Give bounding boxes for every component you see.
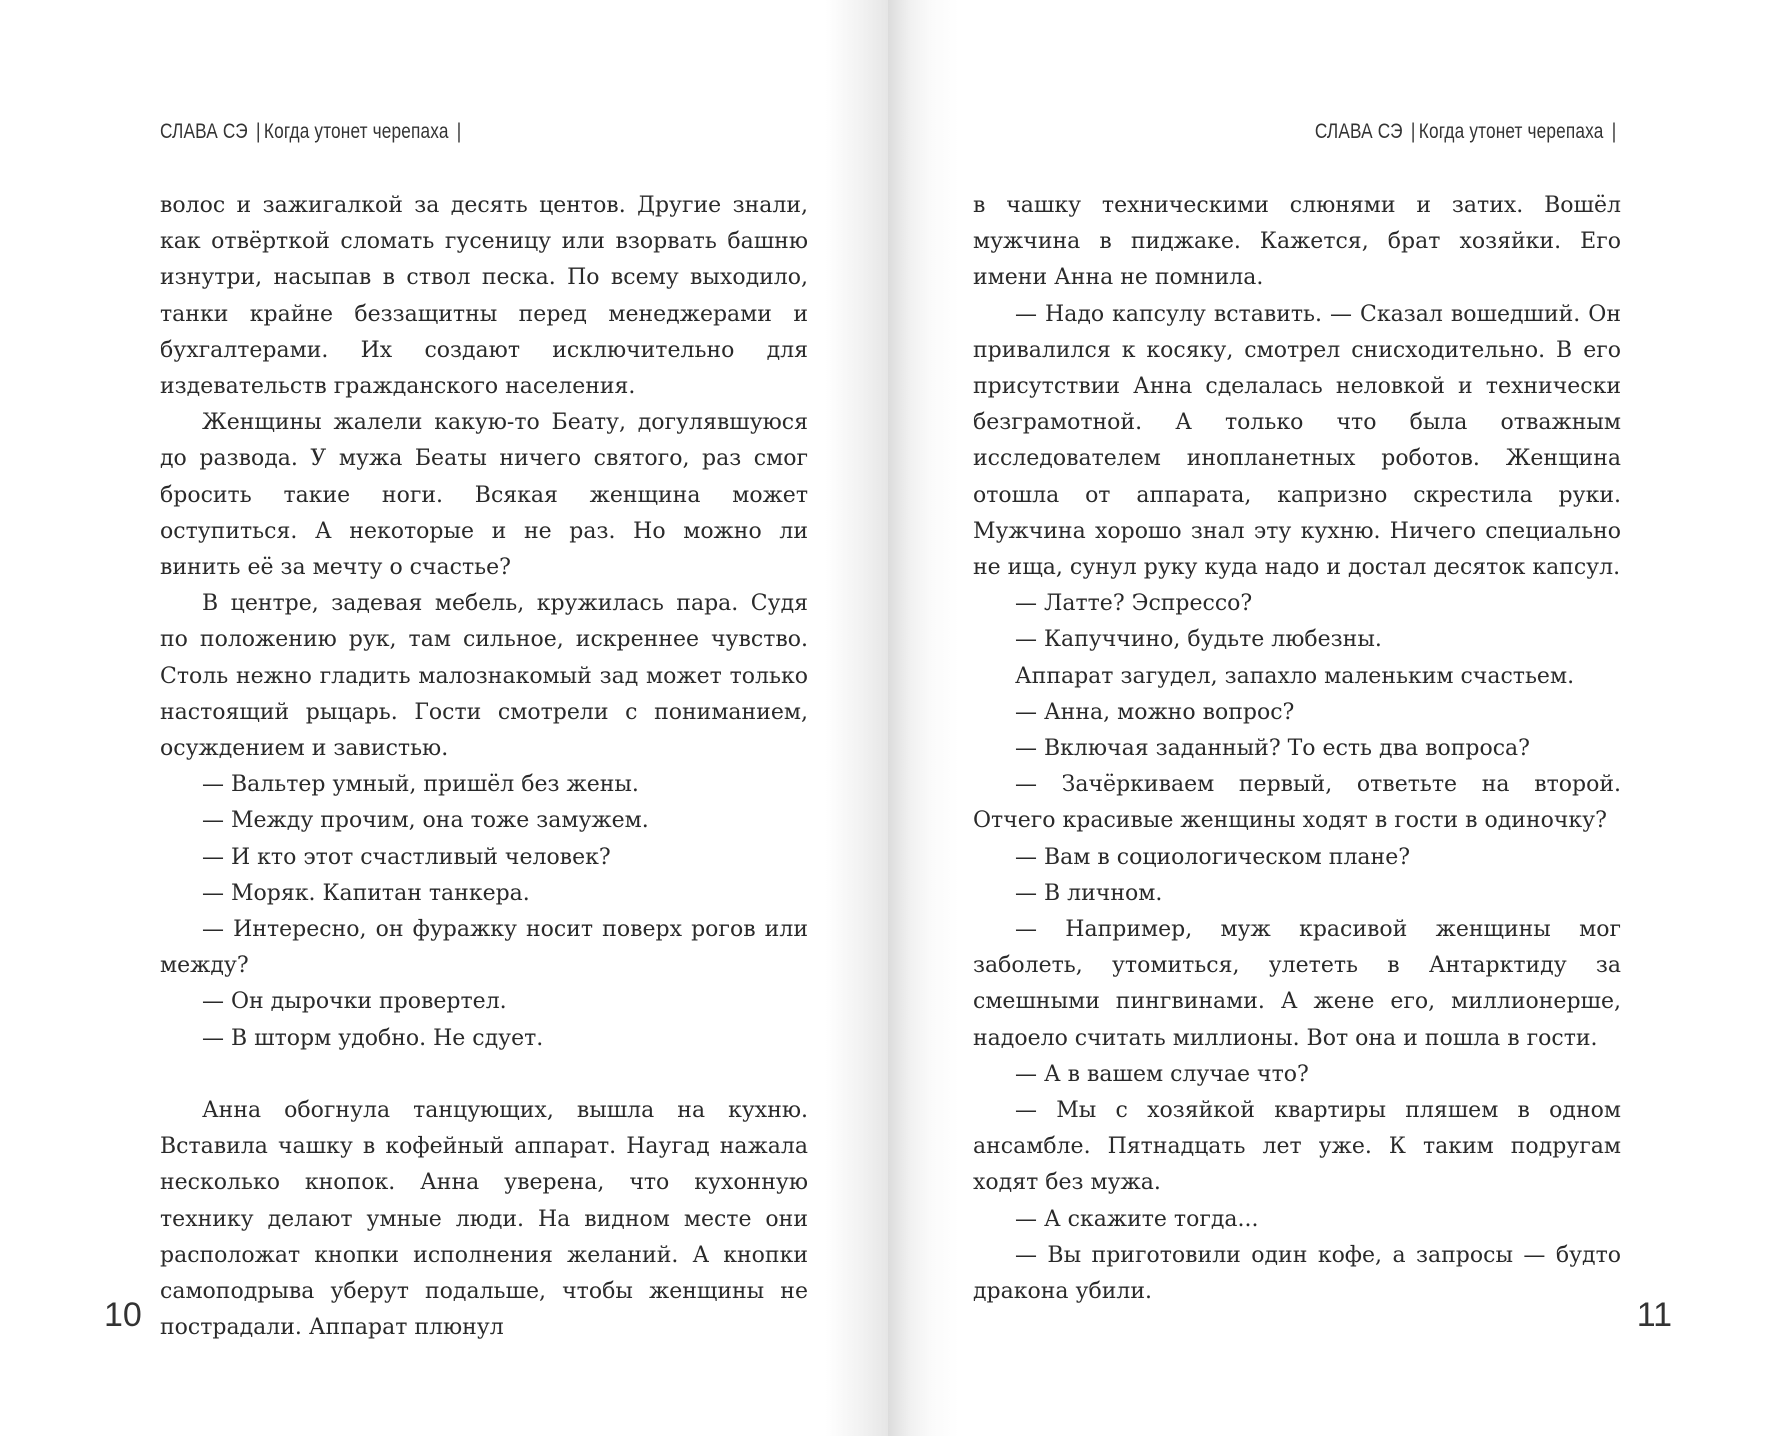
paragraph: в чашку техническими слюнями и затих. Вошёл мужчина в пиджаке. Кажется, брат хозяйки. Его имени Анна не помнила. — [973, 193, 1621, 291]
paragraph: волос и зажигалкой за десять центов. Другие знали, как отвёрткой сломать гусеницу или взорвать башню изнутри, насыпав в ствол песка. По всему выходило, танки крайне беззащитны перед менеджерами и бухгалтерами. Их создают исключительно для издевательств гражданского населения. — [160, 193, 808, 400]
dialogue-line: — А скажите тогда... — [1015, 1206, 1259, 1232]
paragraph: — Надо капсулу вставить. — Сказал вошедший. Он привалился к косяку, смотрел снисходительно. В его присутствии Анна сделалась неловкой и технически безграмотной. А только что была отважным исследователем инопланетных роботов. Женщина отошла от аппарата, капризно скрестила руки. Мужчина хорошо знал эту кухню. Ничего специально не ища, сунул руку куда надо и достал десяток капсул. — [973, 301, 1621, 581]
dialogue-line: — Капуччино, будьте любезны. — [1015, 627, 1382, 653]
dialogue-line: — В личном. — [1015, 880, 1163, 906]
paragraph: Аппарат загудел, запахло маленьким счастьем. — [1015, 663, 1575, 689]
header-separator: | — [256, 120, 261, 143]
dialogue-line: — Включая заданный? То есть два вопроса? — [1015, 736, 1530, 762]
header-separator: | — [1612, 120, 1617, 143]
dialogue-line: — Зачёркиваем первый, ответьте на второй. Отчего красивые женщины ходят в гости в одиночку? — [973, 772, 1621, 834]
header-separator: | — [456, 120, 462, 143]
dialogue-line: — Вам в социологическом плане? — [1015, 844, 1411, 870]
running-head-left — [160, 120, 465, 144]
dialogue-line: — Интересно, он фуражку носит поверх рогов или между? — [160, 917, 808, 979]
dialogue-line: — Вальтер умный, пришёл без жены. — [202, 772, 639, 798]
paragraph: Анна обогнула танцующих, вышла на кухню. Вставила чашку в кофейный аппарат. Наугад нажала несколько кнопок. Анна уверена, что кухонную технику делают умные люди. На видном месте они расположат кнопки исполнения желаний. А кнопки самоподрыва уберут подальше, чтобы женщины не пострадали. Аппарат плюнул — [160, 1098, 808, 1341]
dialogue-line: — Вы приготовили один кофе, а запросы — будто дракона убили. — [973, 1242, 1621, 1305]
author-name: СЛАВА СЭ — [160, 120, 248, 143]
book-title: Когда утонет черепаха — [1419, 120, 1604, 143]
dialogue-line: — А в вашем случае что? — [1015, 1061, 1309, 1087]
header-separator: | — [1411, 120, 1416, 143]
dialogue-line: — В шторм удобно. Не сдует. — [202, 1025, 544, 1051]
paragraph: Женщины жалели какую-то Беату, догулявшуюся до развода. У мужа Беаты ничего святого, раз смог бросить такие ноги. Всякая женщина может оступиться. А некоторые и не раз. Но можно ли винить её за мечту о счастье? — [160, 410, 808, 581]
dialogue-line: — Например, муж красивой женщины мог заболеть, утомиться, улететь в Антарктиду за смешными пингвинами. А жене его, миллионерше, надоело считать миллионы. Вот она и пошла в гости. — [973, 917, 1621, 1051]
page-number-left: 10 — [104, 1296, 142, 1334]
dialogue-line: — Латте? Эспрессо? — [1015, 591, 1253, 617]
book-title: Когда утонет черепаха — [263, 120, 449, 143]
author-name: СЛАВА СЭ — [1315, 120, 1404, 143]
dialogue-line: — Между прочим, она тоже замужем. — [202, 808, 649, 834]
dialogue-line: — Анна, можно вопрос? — [1015, 699, 1295, 725]
dialogue-line: — И кто этот счастливый человек? — [202, 844, 611, 870]
dialogue-line: — Мы с хозяйкой квартиры пляшем в одном ансамбле. Пятнадцать лет уже. К таким подругам ходят без мужа. — [973, 1098, 1621, 1196]
right-page-text — [973, 188, 1621, 1310]
right-page — [888, 0, 1780, 1436]
dialogue-line: — Моряк. Капитан танкера. — [202, 880, 530, 906]
paragraph: В центре, задевая мебель, кружилась пара. Судя по положению рук, там сильное, искреннее чувство. Столь нежно гладить малознакомый зад может только настоящий рыцарь. Гости смотрели с пониманием, осуждением и завистью. — [160, 591, 808, 762]
left-page-text — [160, 188, 808, 1346]
left-page — [0, 0, 888, 1436]
dialogue-line: — Он дырочки провертел. — [202, 989, 507, 1015]
running-head-right — [1315, 120, 1620, 144]
page-number-right: 11 — [1636, 1296, 1672, 1334]
